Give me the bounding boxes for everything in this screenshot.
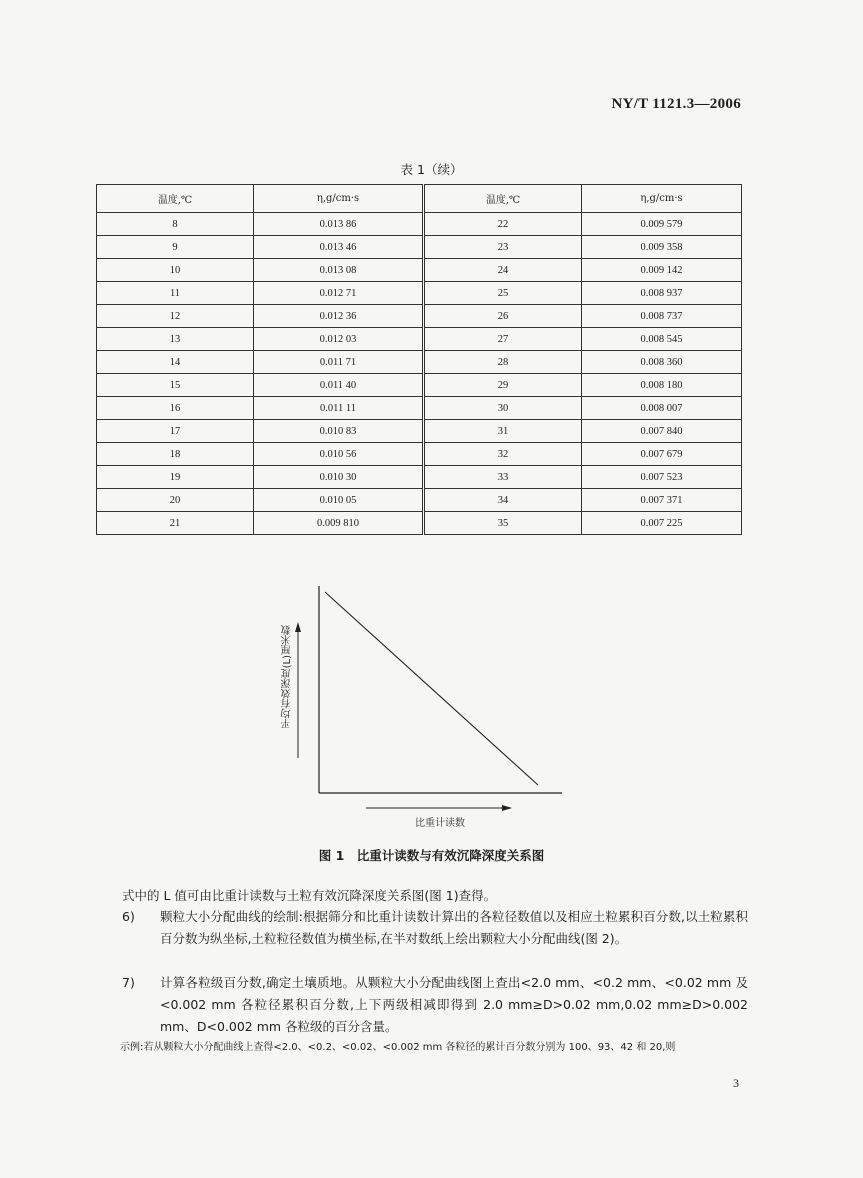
table-cell: 0.008 937 [582,282,742,305]
y-arrow-head [295,622,301,632]
table-cell: 22 [424,213,582,236]
table-header-cell: 温度,℃ [97,185,254,213]
table-cell: 14 [97,351,254,374]
table-cell: 31 [424,420,582,443]
table-cell: 28 [424,351,582,374]
table-cell: 0.007 679 [582,443,742,466]
figure-caption: 图 1 比重计读数与有效沉降深度关系图 [318,848,545,863]
table-cell: 9 [97,236,254,259]
table-cell: 34 [424,489,582,512]
table-cell: 27 [424,328,582,351]
table-cell: 30 [424,397,582,420]
relation-line [325,592,538,785]
table-row [97,420,742,443]
table-cell: 0.011 71 [254,351,424,374]
table-row [97,213,742,236]
table-cell: 15 [97,374,254,397]
viscosity-table [96,184,742,535]
table-cell: 12 [97,305,254,328]
table-cell: 29 [424,374,582,397]
table-row [97,282,742,305]
table-cell: 0.007 840 [582,420,742,443]
table-cell: 0.007 371 [582,489,742,512]
table-cell: 25 [424,282,582,305]
table-cell: 13 [97,328,254,351]
table-row [97,328,742,351]
table-cell: 0.011 40 [254,374,424,397]
table-cell: 20 [97,489,254,512]
table-header-cell: η,g/cm·s [254,185,424,213]
paragraph-l-value: 式中的 L 值可由比重计读数与土粒有效沉降深度关系图(图 1)查得。 [122,888,497,903]
table-cell: 0.012 03 [254,328,424,351]
table-cell: 8 [97,213,254,236]
table-cell: 0.009 579 [582,213,742,236]
table-row [97,466,742,489]
table-cell: 10 [97,259,254,282]
table-cell: 0.007 225 [582,512,742,535]
page-number: 3 [733,1076,739,1090]
item-7-text: 计算各粒级百分数,确定土壤质地。从颗粒大小分配曲线图上查出<2.0 mm、<0.2 mm、<0.02 mm 及<0.002 mm 各粒径累积百分数,上下两级相减即得到 2.0 mm≥D>0.02 mm,0.02 mm≥D>0.002 mm、D<0.002 mm 各粒级的百分含量。 [160,975,748,1034]
x-arrow-head [502,805,512,811]
table-header-row [97,185,742,213]
item-7-number: 7) [122,975,135,990]
table-cell: 32 [424,443,582,466]
item-6-text: 颗粒大小分配曲线的绘制:根据筛分和比重计读数计算出的各粒径数值以及相应土粒累积百分数,以土粒累积百分数为纵坐标,土粒粒径数值为横坐标,在半对数纸上绘出颗粒大小分配曲线(图 2)。 [160,909,748,946]
table-cell: 19 [97,466,254,489]
table-cell: 0.012 71 [254,282,424,305]
y-axis-label: 平均有效深度(L)厘米数 [282,625,293,729]
table-cell: 0.010 56 [254,443,424,466]
table-cell: 0.012 36 [254,305,424,328]
table-cell: 0.010 30 [254,466,424,489]
table-row [97,397,742,420]
table-cell: 17 [97,420,254,443]
table-cell: 0.013 46 [254,236,424,259]
table-cell: 0.010 83 [254,420,424,443]
table-cell: 33 [424,466,582,489]
table-cell: 0.013 08 [254,259,424,282]
table-cell: 11 [97,282,254,305]
table-cell: 23 [424,236,582,259]
table-row [97,259,742,282]
table-row [97,512,742,535]
table-row [97,236,742,259]
table-cell: 0.008 737 [582,305,742,328]
table-cell: 24 [424,259,582,282]
table-cell: 16 [97,397,254,420]
table-cell: 0.010 05 [254,489,424,512]
table-cell: 18 [97,443,254,466]
item-6-number: 6) [122,909,135,924]
table-cell: 21 [97,512,254,535]
table-row [97,489,742,512]
table-header-cell: 温度,℃ [424,185,582,213]
table-cell: 0.008 360 [582,351,742,374]
table-cell: 0.013 86 [254,213,424,236]
table-header-cell: η,g/cm·s [582,185,742,213]
table-caption: 表 1（续） [400,162,463,177]
x-axis-label: 比重计读数 [415,818,465,829]
standard-number: NY/T 1121.3—2006 [611,96,741,112]
table-cell: 0.011 11 [254,397,424,420]
table-cell: 0.008 007 [582,397,742,420]
table-cell: 0.008 545 [582,328,742,351]
table-row [97,374,742,397]
table-cell: 35 [424,512,582,535]
table-row [97,305,742,328]
table-row [97,443,742,466]
table-cell: 0.009 142 [582,259,742,282]
table-cell: 26 [424,305,582,328]
example-note: 示例:若从颗粒大小分配曲线上查得<2.0、<0.2、<0.02、<0.002 mm 各粒径的累计百分数分别为 100、93、42 和 20,则 [120,1042,676,1053]
figure-1 [270,580,570,840]
table-row [97,351,742,374]
table-cell: 0.007 523 [582,466,742,489]
table-cell: 0.008 180 [582,374,742,397]
table-cell: 0.009 810 [254,512,424,535]
table-cell: 0.009 358 [582,236,742,259]
